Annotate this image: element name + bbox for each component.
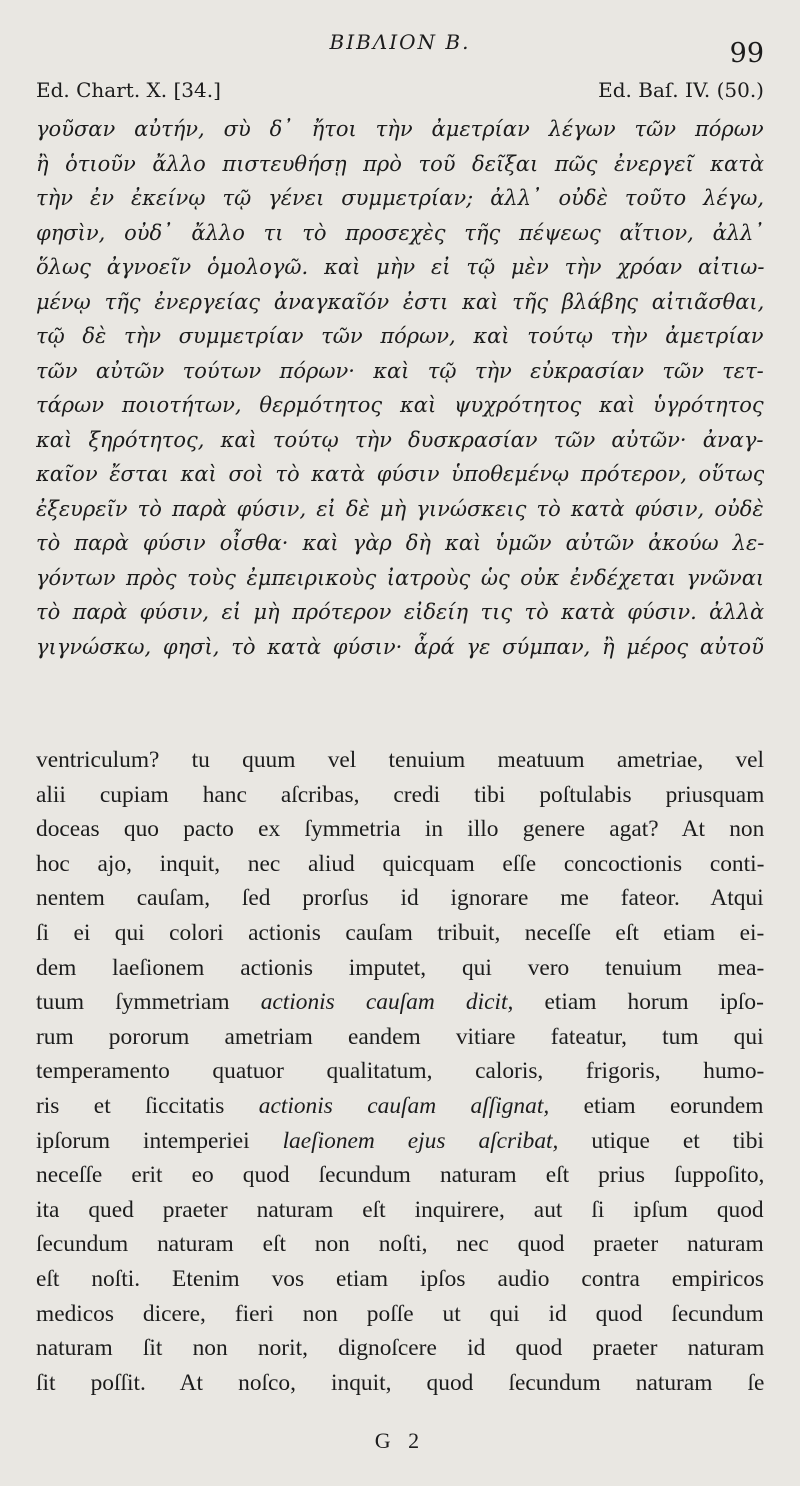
- page-number: 99: [729, 38, 764, 69]
- text-segment: etiam horum ipſo-: [513, 989, 764, 1016]
- text-segment: ſecundum naturam eſt non noſti, nec quod praeter naturam: [36, 1231, 764, 1258]
- text-segment: eſt noſti. Etenim vos etiam ipſos audio contra empiricos: [36, 1265, 764, 1292]
- latin-text-line: [36, 951, 764, 986]
- greek-text-line: ἢ ὁτιοῦν ἄλλο πιστευθήσῃ πρὸ τοῦ δεῖξαι πῶς ἐνεργεῖ κατὰ: [36, 151, 764, 176]
- text-segment: utique et tibi: [558, 1127, 764, 1154]
- text-segment: medicos dicere, fieri non poſſe ut qui id quod ſecundum: [36, 1300, 764, 1327]
- latin-text-line: [36, 847, 764, 882]
- greek-text-line: ὅλως ἀγνοεῖν ὁμολογῶ. καὶ μὴν εἰ τῷ μὲν τὴν χρόαν αἰτιω-: [36, 255, 764, 279]
- latin-text-line: [36, 1020, 764, 1055]
- edition-reference-right: Ed. Baſ. IV. (50.): [598, 78, 764, 102]
- text-segment: ſi ei qui colori actionis cauſam tribuit, neceſſe eſt etiam ei-: [36, 919, 764, 946]
- text-segment: nentem cauſam, ſed prorſus id ignorare me fateor. Atqui: [36, 885, 764, 912]
- italic-phrase: laeſionem ejus aſcribat,: [282, 1127, 559, 1154]
- latin-text-line: [36, 812, 764, 847]
- text-segment: tuum ſymmetriam: [36, 989, 261, 1016]
- greek-text-line: τάρων ποιοτήτων, θερμότητος καὶ ψυχρότητος καὶ ὑγρότητος: [36, 393, 764, 417]
- text-segment: naturam ſit non norit, dignoſcere id quod praeter naturam: [36, 1335, 764, 1362]
- greek-text-line: ἐξευρεῖν τὸ παρὰ φύσιν, εἰ δὲ μὴ γινώσκεις τὸ κατὰ φύσιν, οὐδὲ: [36, 496, 764, 521]
- edition-reference-line: [36, 78, 764, 102]
- latin-text-line: [36, 1297, 764, 1332]
- running-head: BIBΛΙΟΝ B.: [329, 30, 471, 54]
- latin-text-line: [36, 985, 764, 1020]
- text-segment: ris et ſiccitatis: [36, 1092, 259, 1119]
- greek-text-block: [36, 112, 764, 664]
- latin-text-block: [36, 743, 764, 1400]
- latin-text-line: [36, 778, 764, 813]
- greek-text-line: φησὶν, οὐδ᾽ ἄλλο τι τὸ προσεχὲς τῆς πέψεως αἴτιον, ἀλλ᾽: [36, 220, 764, 245]
- latin-text-line: [36, 743, 764, 778]
- italic-phrase: actionis cauſam dicit,: [260, 989, 514, 1016]
- text-segment: ſit poſſit. At noſco, inquit, quod ſecundum naturam ſe: [36, 1369, 764, 1396]
- latin-text-line: [36, 1124, 764, 1159]
- text-segment: doceas quo pacto ex ſymmetria in illo genere agat? At non: [36, 816, 764, 843]
- greek-text-line: καὶ ξηρότητος, καὶ τούτῳ τὴν δυσκρασίαν τῶν αὐτῶν· ἀναγ-: [36, 427, 764, 452]
- latin-text-line: [36, 1193, 764, 1228]
- latin-text-line: [36, 1262, 764, 1297]
- signature-mark: G 2: [374, 1428, 426, 1453]
- text-segment: alii cupiam hanc aſcribas, credi tibi poſtulabis priusquam: [36, 781, 764, 808]
- greek-text-line: γιγνώσκω, φησὶ, τὸ κατὰ φύσιν· ἆρά γε σύμπαν, ἢ μέρος αὐτοῦ: [36, 634, 764, 659]
- latin-text-line: [36, 916, 764, 951]
- text-segment: ipſorum intemperiei: [36, 1127, 283, 1154]
- text-segment: ventriculum? tu quum vel tenuium meatuum ametriae, vel: [36, 747, 764, 773]
- greek-text-line: τὸ παρὰ φύσιν οἶσθα· καὶ γὰρ δὴ καὶ ὑμῶν αὐτῶν ἀκούω λε-: [36, 531, 764, 555]
- text-segment: rum pororum ametriam eandem vitiare fateatur, tum qui: [36, 1023, 764, 1050]
- text-segment: dem laeſionem actionis imputet, qui vero tenuium mea-: [36, 954, 764, 981]
- greek-text-line: καῖον ἔσται καὶ σοὶ τὸ κατὰ φύσιν ὑποθεμένῳ πρότερον, οὕτως: [36, 462, 764, 486]
- text-segment: etiam eorundem: [549, 1092, 764, 1119]
- latin-text-line: [36, 1227, 764, 1262]
- latin-text-line: [36, 1366, 764, 1401]
- text-segment: neceſſe erit eo quod ſecundum naturam eſt prius ſuppoſito,: [36, 1162, 764, 1189]
- text-segment: hoc ajo, inquit, nec aliud quicquam eſſe concoctionis conti-: [36, 850, 764, 877]
- text-segment: ita qued praeter naturam eſt inquirere, aut ſi ipſum quod: [36, 1196, 764, 1223]
- latin-text-line: [36, 1054, 764, 1089]
- latin-text-line: [36, 1331, 764, 1366]
- greek-text-line: μένῳ τῆς ἐνεργείας ἀναγκαῖόν ἐστι καὶ τῆς βλάβης αἰτιᾶσθαι,: [36, 289, 764, 314]
- latin-text-line: [36, 1089, 764, 1124]
- italic-phrase: actionis cauſam aſſignat,: [258, 1092, 550, 1119]
- edition-reference-left: Ed. Chart. X. [34.]: [36, 78, 221, 102]
- text-segment: temperamento quatuor qualitatum, caloris, frigoris, humo-: [36, 1058, 764, 1085]
- greek-text-line: τῷ δὲ τὴν συμμετρίαν τῶν πόρων, καὶ τούτῳ τὴν ἀμετρίαν: [36, 324, 764, 348]
- greek-text-line: γόντων πρὸς τοὺς ἐμπειρικοὺς ἰατροὺς ὡς οὐκ ἐνδέχεται γνῶναι: [36, 565, 764, 590]
- latin-text-line: [36, 1158, 764, 1193]
- greek-text-line: τὸ παρὰ φύσιν, εἰ μὴ πρότερον εἰδείη τις τὸ κατὰ φύσιν. ἀλλὰ: [36, 600, 764, 624]
- greek-text-line: τῶν αὐτῶν τούτων πόρων· καὶ τῷ τὴν εὐκρασίαν τῶν τετ-: [36, 358, 764, 383]
- greek-text-line: τὴν ἐν ἐκείνῳ τῷ γένει συμμετρίαν; ἀλλ᾽ οὐδὲ τοῦτο λέγω,: [36, 186, 764, 210]
- greek-text-line: γοῦσαν αὐτήν, σὺ δ᾽ ἤτοι τὴν ἀμετρίαν λέγων τῶν πόρων: [36, 117, 764, 141]
- latin-text-line: [36, 881, 764, 916]
